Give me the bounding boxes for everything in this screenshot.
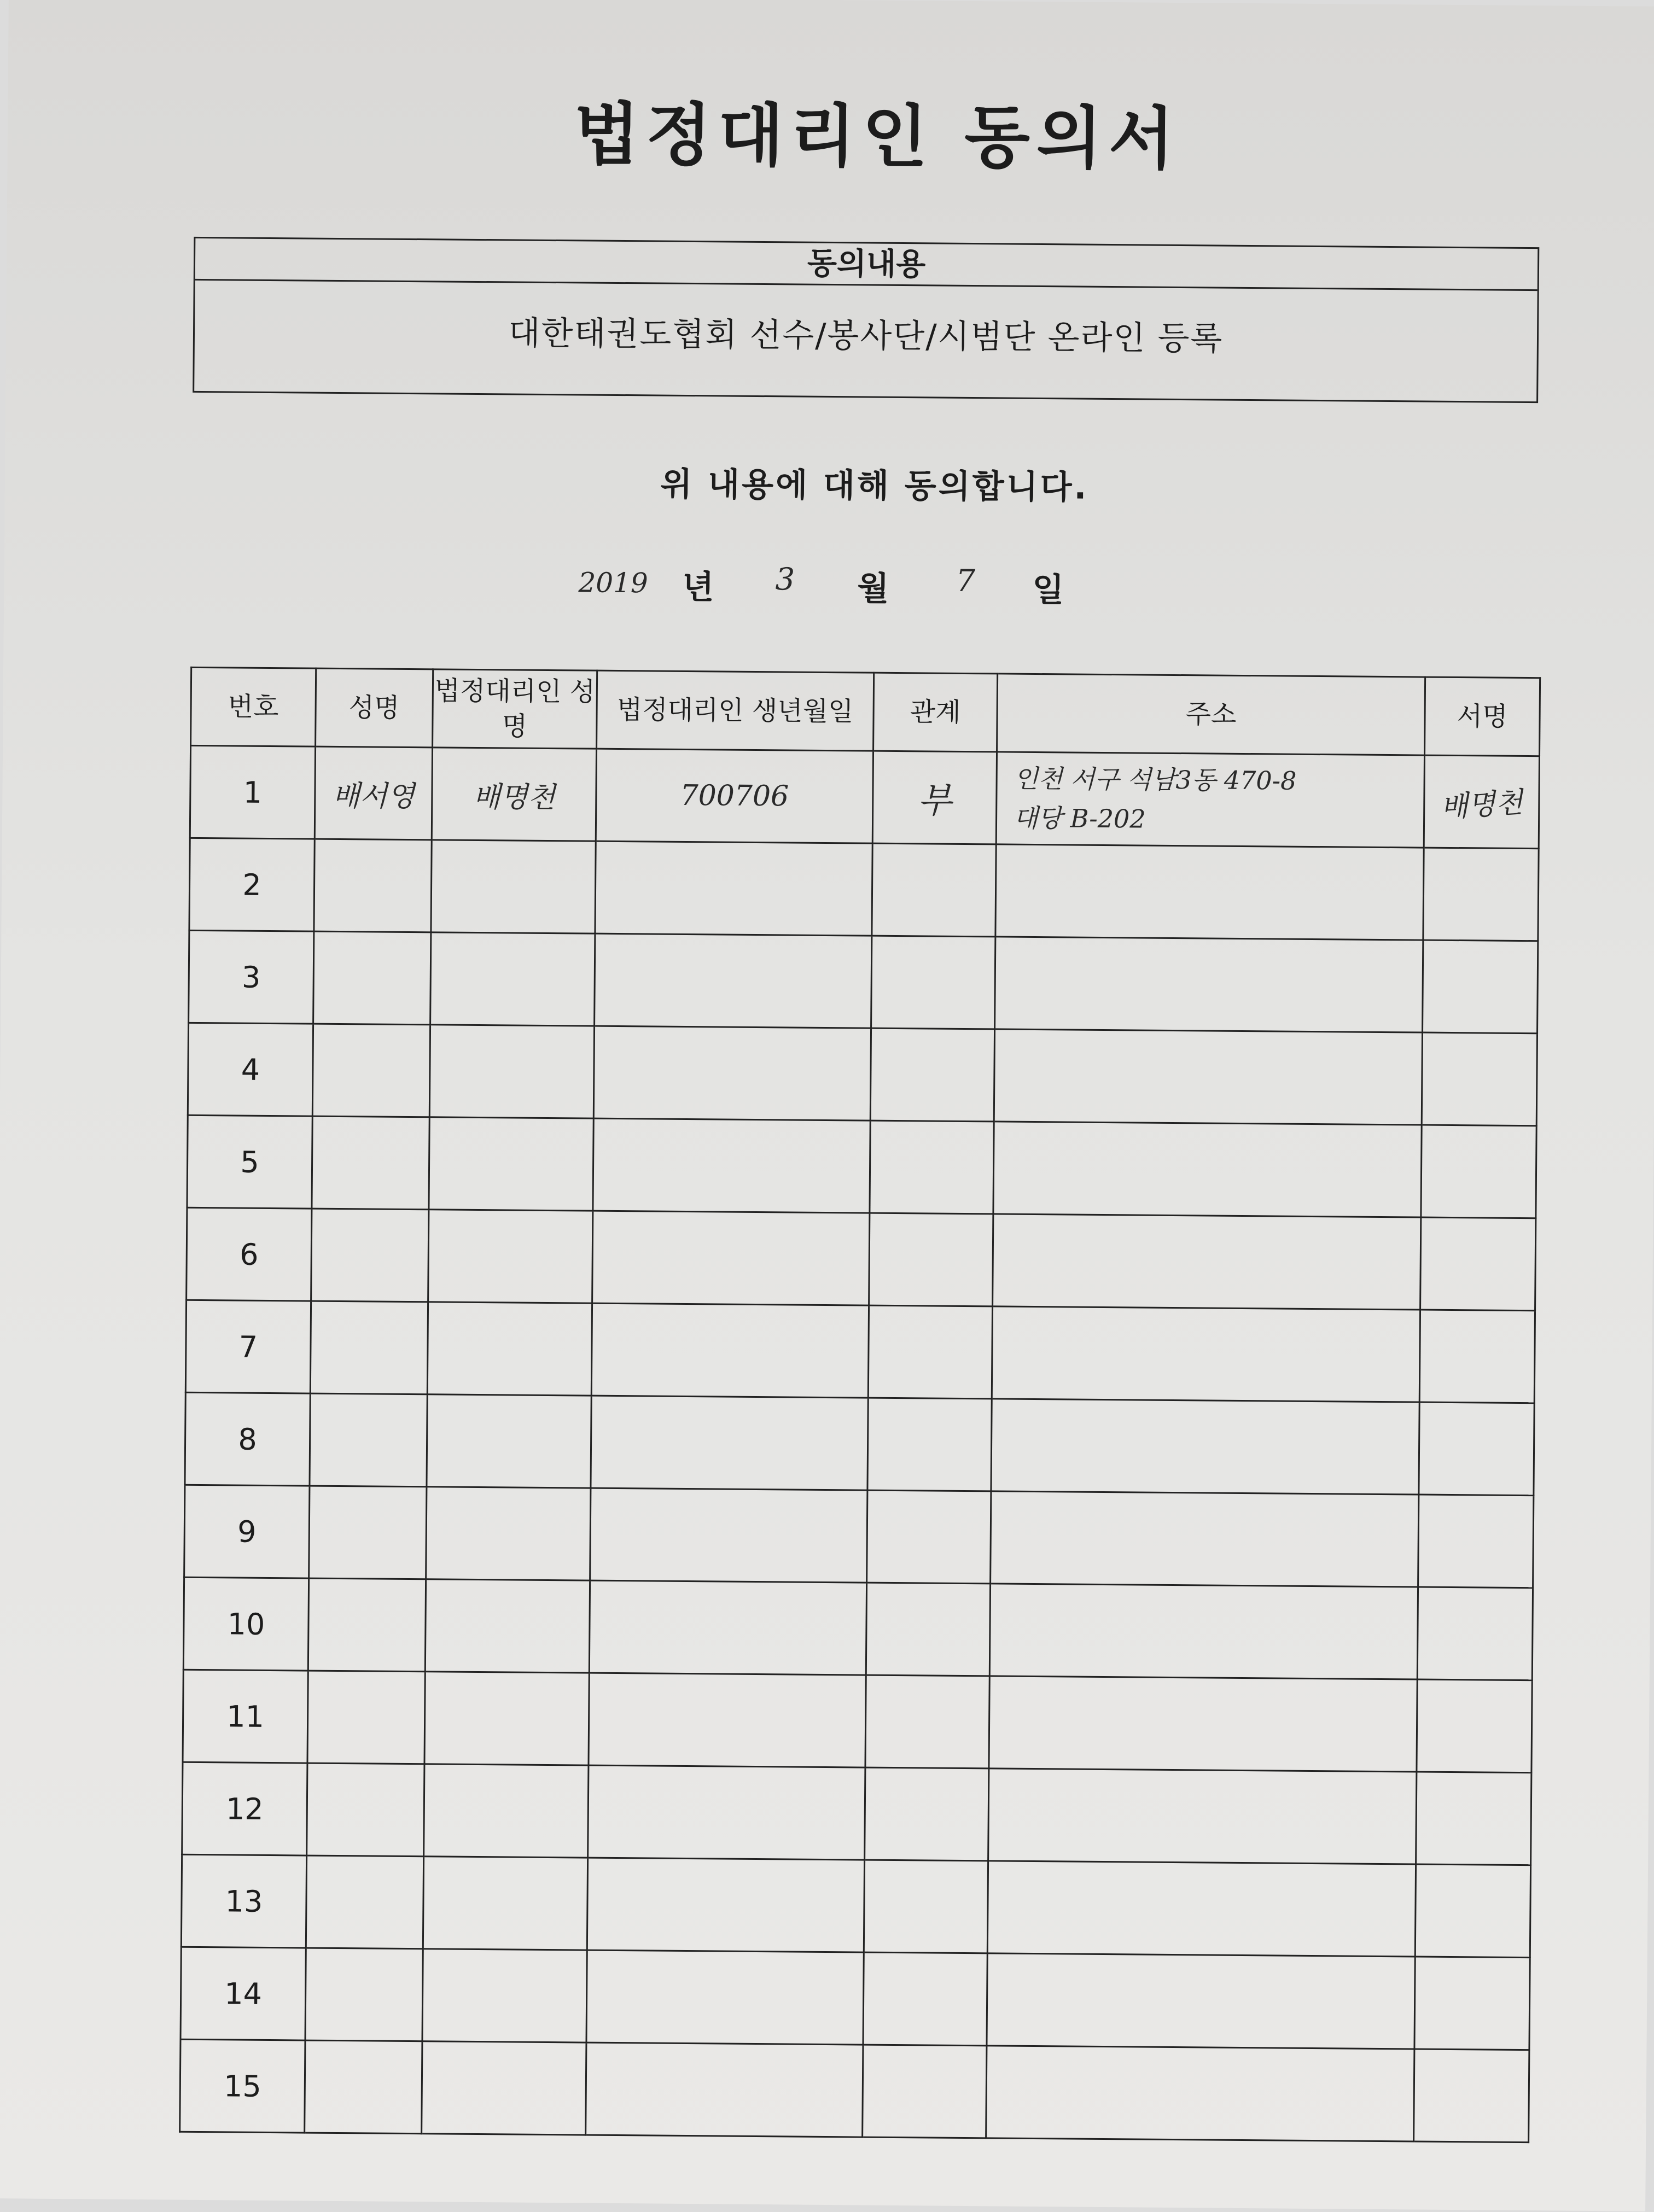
row-number-text: 12	[225, 1791, 264, 1826]
guardian-table	[179, 667, 1541, 2143]
row-signature	[1424, 755, 1539, 849]
row-name	[310, 1301, 428, 1394]
row-guardian-name	[430, 932, 595, 1026]
row-signature	[1418, 1495, 1534, 1588]
consent-content-box	[193, 237, 1539, 403]
row-address	[987, 1953, 1415, 2049]
row-guardian-name	[422, 1949, 587, 2042]
row-address-line1	[1004, 2092, 1413, 2096]
date-month-label: 월	[857, 569, 889, 608]
row-guardian-birthdate-text: 700706	[680, 779, 789, 813]
row-signature	[1414, 2049, 1529, 2143]
table-row	[181, 1854, 1530, 1957]
row-number-text: 14	[224, 1976, 263, 2011]
row-guardian-name	[432, 748, 596, 841]
row-relation	[866, 1583, 990, 1676]
row-address	[991, 1491, 1419, 1587]
row-address	[988, 1769, 1417, 1864]
row-signature	[1415, 1864, 1530, 1958]
row-guardian-name	[429, 1117, 593, 1211]
row-number	[183, 1670, 308, 1763]
header-relation: 관계	[873, 673, 998, 752]
row-relation	[870, 1028, 994, 1122]
row-name	[310, 1393, 427, 1487]
row-relation	[868, 1305, 992, 1399]
row-signature	[1419, 1310, 1535, 1403]
row-relation	[872, 843, 996, 937]
row-address-line1	[1012, 983, 1422, 987]
row-guardian-birthdate	[586, 1950, 864, 2045]
row-name	[314, 839, 432, 932]
row-number	[187, 1115, 312, 1209]
table-row	[185, 1300, 1535, 1403]
table-row	[189, 930, 1538, 1033]
row-guardian-name	[423, 1857, 587, 1950]
row-relation	[863, 1952, 987, 2046]
table-header-row	[191, 667, 1540, 756]
row-address-line2	[1010, 1260, 1420, 1264]
row-guardian-name-text: 배명천	[473, 780, 556, 814]
row-relation	[870, 1120, 994, 1214]
row-guardian-birthdate	[589, 1580, 866, 1675]
row-address-line2	[1009, 1445, 1418, 1449]
row-guardian-birthdate	[595, 841, 872, 936]
row-address-line2	[1004, 2000, 1414, 2003]
date-day-label: 일	[1032, 570, 1064, 610]
header-name: 성명	[316, 668, 433, 748]
row-relation	[867, 1490, 991, 1584]
agreement-statement: 위 내용에 대해 동의합니다.	[660, 465, 1089, 507]
row-name	[309, 1486, 427, 1579]
header-number: 번호	[191, 667, 316, 746]
row-address-line1	[1006, 1723, 1416, 1726]
header-guardian-birthdate: 법정대리인 생년월일	[597, 670, 874, 751]
row-number-text: 13	[225, 1883, 263, 1919]
row-number	[189, 838, 315, 931]
row-guardian-name	[426, 1487, 591, 1580]
row-guardian-birthdate	[588, 1765, 865, 1860]
row-relation	[869, 1213, 993, 1306]
row-number-text: 1	[243, 775, 263, 810]
row-signature	[1417, 1679, 1532, 1773]
row-number	[182, 1762, 307, 1855]
row-guardian-name	[428, 1210, 593, 1303]
row-relation	[865, 1675, 989, 1769]
date-day-value: 7	[956, 563, 976, 599]
row-guardian-birthdate	[587, 1858, 864, 1952]
row-number-text: 2	[242, 867, 262, 902]
row-address-line2	[1006, 1815, 1416, 1818]
table-row	[183, 1670, 1532, 1772]
row-number	[183, 1577, 308, 1671]
row-number	[184, 1485, 310, 1578]
table-row	[182, 1762, 1531, 1865]
row-guardian-birthdate	[592, 1211, 870, 1305]
row-address-line2: 대당 B-202	[1013, 803, 1146, 834]
row-address	[989, 1676, 1417, 1772]
row-guardian-name	[427, 1302, 592, 1396]
row-number-text: 7	[238, 1329, 258, 1364]
row-guardian-birthdate	[593, 1026, 871, 1120]
row-signature	[1414, 1957, 1530, 2050]
row-address-line1	[1009, 1445, 1418, 1449]
row-relation	[871, 936, 995, 1029]
row-address-line1	[1011, 1076, 1421, 1079]
row-address-line2	[1009, 1353, 1419, 1356]
row-number	[180, 1947, 306, 2040]
row-number-text: 11	[226, 1699, 265, 1734]
row-guardian-birthdate	[593, 1118, 870, 1213]
row-address-line1	[1010, 1260, 1420, 1264]
row-relation	[863, 2045, 987, 2138]
row-guardian-birthdate	[586, 2042, 863, 2137]
row-relation	[867, 1398, 992, 1491]
table-row	[180, 2039, 1529, 2142]
row-name	[308, 1578, 426, 1672]
row-address-line1	[1009, 1353, 1419, 1356]
date-year-label: 년	[682, 568, 714, 607]
row-guardian-name	[424, 1672, 589, 1765]
row-name	[307, 1671, 425, 1764]
date-month-value: 3	[775, 562, 795, 598]
row-signature	[1421, 1125, 1536, 1218]
row-address-line2	[1007, 1630, 1417, 1633]
row-number-text: 8	[238, 1422, 258, 1457]
row-guardian-birthdate	[591, 1396, 868, 1490]
row-signature	[1422, 1032, 1537, 1126]
row-number	[180, 2039, 305, 2133]
row-name	[307, 1763, 424, 1857]
row-address	[992, 1306, 1420, 1402]
row-address-line1	[1004, 2000, 1414, 2003]
date-line	[578, 556, 1126, 620]
table-row	[187, 1115, 1536, 1218]
row-name	[306, 1855, 423, 1949]
row-signature	[1423, 940, 1538, 1034]
row-name	[305, 2040, 422, 2134]
row-number	[190, 745, 315, 839]
row-address-line2	[1005, 1907, 1414, 1911]
row-address-line1	[1006, 1815, 1416, 1818]
row-address	[989, 1584, 1418, 1679]
row-name	[305, 1948, 423, 2041]
row-address-line2	[1011, 1168, 1420, 1171]
row-number-text: 10	[227, 1606, 265, 1642]
row-address-line1: 인천 서구 석남3동 470-8	[1014, 763, 1297, 796]
row-number	[189, 930, 314, 1024]
guardian-table-wrap	[179, 667, 1539, 2143]
header-address: 주소	[997, 674, 1425, 755]
row-number	[187, 1207, 312, 1301]
row-address-line2	[1008, 1538, 1418, 1541]
row-number-text: 15	[223, 2068, 261, 2104]
row-number	[185, 1300, 311, 1393]
table-row	[184, 1485, 1534, 1587]
row-address	[996, 752, 1424, 848]
row-signature	[1416, 1772, 1531, 1865]
row-address-line1	[1005, 1907, 1414, 1911]
consent-heading: 동의내용	[195, 238, 1538, 291]
row-address	[986, 2046, 1414, 2141]
row-signature	[1423, 848, 1539, 941]
row-guardian-name	[422, 2041, 586, 2135]
row-relation	[872, 751, 997, 844]
row-name	[312, 1116, 429, 1210]
row-name	[312, 1024, 430, 1117]
row-signature	[1420, 1217, 1536, 1311]
row-guardian-name	[424, 1764, 589, 1858]
table-row	[188, 1023, 1537, 1125]
row-address	[993, 1214, 1421, 1310]
table-row	[183, 1577, 1533, 1680]
row-address-line1	[1008, 1538, 1418, 1541]
row-name	[315, 746, 432, 840]
row-address	[994, 1029, 1422, 1125]
header-guardian-name: 법정대리인 성명	[433, 669, 597, 749]
row-number-text: 4	[241, 1052, 260, 1087]
row-relation-text: 부	[917, 780, 952, 821]
consent-body-text: 대한태권도협회 선수/봉사단/시범단 온라인 등록	[508, 314, 1224, 358]
row-address-line2	[1004, 2092, 1413, 2096]
row-address	[995, 937, 1423, 1032]
row-relation	[865, 1767, 989, 1861]
row-address	[993, 1122, 1422, 1217]
table-row	[190, 745, 1539, 848]
row-name-text: 배서영	[332, 779, 415, 813]
row-number	[188, 1023, 313, 1116]
table-row	[187, 1207, 1536, 1310]
header-signature: 서명	[1425, 677, 1540, 756]
row-address-line1	[1011, 1168, 1420, 1171]
row-relation	[864, 1860, 988, 1953]
row-guardian-name	[429, 1025, 594, 1118]
table-row	[189, 838, 1539, 941]
row-guardian-birthdate	[596, 749, 873, 843]
row-name	[313, 931, 431, 1025]
row-guardian-name	[431, 840, 596, 933]
date-year-value: 2019	[578, 567, 648, 599]
row-signature	[1419, 1402, 1534, 1496]
row-guardian-name	[425, 1579, 590, 1673]
row-number	[181, 1854, 306, 1948]
row-number-text: 9	[237, 1514, 257, 1549]
row-address-line2	[1011, 1076, 1421, 1079]
row-guardian-birthdate	[589, 1673, 866, 1767]
row-address-line1	[1007, 1630, 1417, 1633]
row-address-line2	[1012, 983, 1422, 987]
row-address	[991, 1399, 1419, 1495]
row-signature	[1417, 1587, 1533, 1680]
row-address	[995, 844, 1424, 940]
row-address-line2	[1006, 1723, 1416, 1726]
row-signature-text: 배명천	[1440, 786, 1524, 824]
row-guardian-name	[427, 1394, 591, 1488]
row-guardian-birthdate	[591, 1303, 869, 1398]
document-title: 법정대리인 동의서	[573, 95, 1181, 179]
row-guardian-birthdate	[590, 1488, 867, 1583]
row-number	[185, 1392, 310, 1486]
row-number-text: 3	[241, 960, 261, 995]
row-address-line1	[1013, 891, 1423, 894]
row-name	[311, 1209, 429, 1302]
row-address-line2	[1013, 891, 1423, 894]
table-row	[185, 1392, 1534, 1495]
row-address	[987, 1861, 1416, 1957]
row-number-text: 6	[239, 1237, 259, 1272]
table-row	[180, 1947, 1530, 2050]
row-number-text: 5	[240, 1145, 260, 1180]
row-guardian-birthdate	[595, 933, 872, 1028]
